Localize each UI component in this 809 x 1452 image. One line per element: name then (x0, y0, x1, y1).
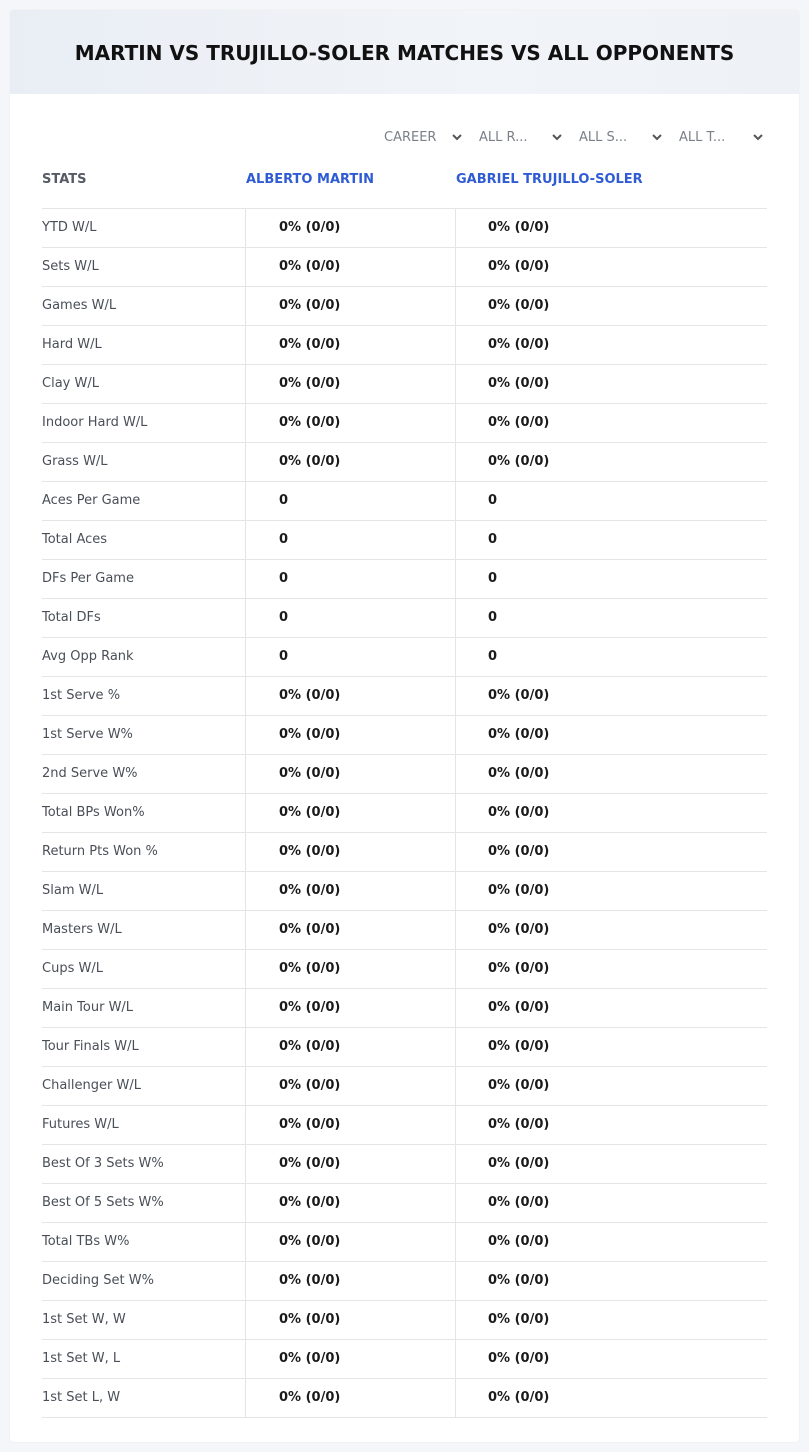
player2-stat-value: 0% (0/0) (455, 365, 767, 403)
stat-label: Clay W/L (42, 376, 99, 391)
round-filter-dropdown[interactable] (479, 126, 564, 148)
player2-stat-value: 0% (0/0) (455, 1184, 767, 1222)
player1-stat-value: 0% (0/0) (245, 794, 455, 832)
player1-stat-value: 0 (245, 482, 455, 520)
table-row (42, 677, 767, 716)
stats-table (42, 208, 767, 1418)
table-row (42, 950, 767, 989)
stat-label: Best Of 5 Sets W% (42, 1195, 164, 1210)
table-row (42, 1106, 767, 1145)
stats-table-header (42, 170, 767, 208)
stat-label: 1st Serve % (42, 688, 121, 703)
stat-label: DFs Per Game (42, 571, 134, 586)
stat-label: Cups W/L (42, 961, 103, 976)
player2-stat-value: 0% (0/0) (455, 833, 767, 871)
player1-stat-value: 0% (0/0) (245, 1106, 455, 1144)
player2-name-link[interactable]: GABRIEL TRUJILLO-SOLER (456, 172, 643, 187)
stat-label: Avg Opp Rank (42, 649, 134, 664)
player2-stat-value: 0% (0/0) (455, 755, 767, 793)
player2-stat-value: 0 (455, 521, 767, 559)
surface-filter-dropdown[interactable] (579, 126, 664, 148)
stat-label: Futures W/L (42, 1117, 119, 1132)
table-row (42, 1301, 767, 1340)
table-row (42, 443, 767, 482)
player2-stat-value: 0% (0/0) (455, 1262, 767, 1300)
career-filter-dropdown[interactable] (384, 126, 464, 148)
player2-stat-value: 0% (0/0) (455, 1106, 767, 1144)
table-row (42, 833, 767, 872)
player1-stat-value: 0% (0/0) (245, 755, 455, 793)
stat-label: Slam W/L (42, 883, 104, 898)
player1-stat-value: 0% (0/0) (245, 833, 455, 871)
table-row (42, 1223, 767, 1262)
player2-stat-value: 0% (0/0) (455, 911, 767, 949)
table-row (42, 794, 767, 833)
table-row (42, 209, 767, 248)
player1-stat-value: 0% (0/0) (245, 1340, 455, 1378)
player1-stat-value: 0% (0/0) (245, 872, 455, 910)
table-row (42, 911, 767, 950)
table-row (42, 1184, 767, 1223)
player2-stat-value: 0% (0/0) (455, 989, 767, 1027)
player2-stat-value: 0% (0/0) (455, 287, 767, 325)
stat-label: Total TBs W% (42, 1234, 130, 1249)
player1-stat-value: 0% (0/0) (245, 1379, 455, 1417)
player2-stat-value: 0% (0/0) (455, 1223, 767, 1261)
table-row (42, 716, 767, 755)
player2-stat-value: 0% (0/0) (455, 1340, 767, 1378)
chevron-down-icon (550, 130, 564, 144)
player2-stat-value: 0% (0/0) (455, 677, 767, 715)
table-row (42, 1340, 767, 1379)
table-row (42, 599, 767, 638)
filter-label: ALL R... (479, 129, 528, 145)
table-row (42, 404, 767, 443)
stat-label: Aces Per Game (42, 493, 141, 508)
player2-stat-value: 0% (0/0) (455, 404, 767, 442)
table-row (42, 521, 767, 560)
player2-stat-value: 0 (455, 599, 767, 637)
player1-stat-value: 0% (0/0) (245, 326, 455, 364)
player1-stat-value: 0% (0/0) (245, 404, 455, 442)
table-row (42, 365, 767, 404)
filter-label: ALL S... (579, 129, 628, 145)
stats-column-header: STATS (42, 172, 87, 187)
player1-stat-value: 0% (0/0) (245, 443, 455, 481)
stat-label: 2nd Serve W% (42, 766, 138, 781)
player1-stat-value: 0% (0/0) (245, 716, 455, 754)
table-row (42, 1379, 767, 1418)
stat-label: Grass W/L (42, 454, 108, 469)
stat-label: 1st Set W, W (42, 1312, 126, 1327)
player2-stat-value: 0% (0/0) (455, 950, 767, 988)
player2-stat-value: 0 (455, 638, 767, 676)
player1-stat-value: 0 (245, 638, 455, 676)
player1-stat-value: 0% (0/0) (245, 1028, 455, 1066)
page-title: MARTIN VS TRUJILLO-SOLER MATCHES VS ALL OPPONENTS (74, 40, 735, 65)
table-row (42, 326, 767, 365)
table-row (42, 755, 767, 794)
stat-label: Return Pts Won % (42, 844, 158, 859)
player2-stat-value: 0% (0/0) (455, 1067, 767, 1105)
player2-stat-value: 0% (0/0) (455, 1145, 767, 1183)
stat-label: Sets W/L (42, 259, 99, 274)
stat-label: Total Aces (42, 532, 108, 547)
table-row (42, 287, 767, 326)
stat-label: 1st Set W, L (42, 1351, 121, 1366)
player1-name-link[interactable]: ALBERTO MARTIN (246, 172, 375, 187)
stat-label: Main Tour W/L (42, 1000, 134, 1015)
player1-stat-value: 0% (0/0) (245, 1184, 455, 1222)
player1-stat-value: 0% (0/0) (245, 248, 455, 286)
stat-label: Hard W/L (42, 337, 102, 352)
player1-stat-value: 0% (0/0) (245, 1067, 455, 1105)
player1-stat-value: 0 (245, 599, 455, 637)
player1-stat-value: 0% (0/0) (245, 1301, 455, 1339)
chevron-down-icon (650, 130, 664, 144)
table-row (42, 1145, 767, 1184)
player1-stat-value: 0% (0/0) (245, 1145, 455, 1183)
table-row (42, 989, 767, 1028)
stat-label: Deciding Set W% (42, 1273, 154, 1288)
table-row (42, 638, 767, 677)
player1-stat-value: 0% (0/0) (245, 209, 455, 247)
player1-stat-value: 0% (0/0) (245, 365, 455, 403)
stat-label: 1st Serve W% (42, 727, 133, 742)
player2-stat-value: 0% (0/0) (455, 872, 767, 910)
chevron-down-icon (450, 130, 464, 144)
stat-label: Total DFs (42, 610, 101, 625)
player1-stat-value: 0% (0/0) (245, 1223, 455, 1261)
player2-stat-value: 0% (0/0) (455, 794, 767, 832)
stat-label: Games W/L (42, 298, 117, 313)
stat-label: Best Of 3 Sets W% (42, 1156, 164, 1171)
filter-label: CAREER (384, 129, 437, 145)
stat-label: Masters W/L (42, 922, 122, 937)
filter-label: ALL T... (679, 129, 726, 145)
stat-label: Indoor Hard W/L (42, 415, 148, 430)
stat-label: Tour Finals W/L (42, 1039, 139, 1054)
table-row (42, 248, 767, 287)
stat-label: Challenger W/L (42, 1078, 141, 1093)
player1-stat-value: 0% (0/0) (245, 911, 455, 949)
stat-label: Total BPs Won% (42, 805, 145, 820)
filter-bar (10, 126, 799, 148)
table-row (42, 1028, 767, 1067)
tournament-filter-dropdown[interactable] (679, 126, 765, 148)
player2-stat-value: 0% (0/0) (455, 248, 767, 286)
player2-stat-value: 0% (0/0) (455, 716, 767, 754)
stat-label: 1st Set L, W (42, 1390, 121, 1405)
stat-label: YTD W/L (42, 220, 97, 235)
table-row (42, 1262, 767, 1301)
player2-stat-value: 0% (0/0) (455, 1028, 767, 1066)
chevron-down-icon (751, 130, 765, 144)
player1-stat-value: 0 (245, 521, 455, 559)
player2-stat-value: 0% (0/0) (455, 209, 767, 247)
player1-stat-value: 0% (0/0) (245, 1262, 455, 1300)
player2-stat-value: 0 (455, 482, 767, 520)
table-row (42, 1067, 767, 1106)
player2-stat-value: 0% (0/0) (455, 326, 767, 364)
table-row (42, 482, 767, 521)
table-row (42, 560, 767, 599)
player1-stat-value: 0% (0/0) (245, 989, 455, 1027)
player2-stat-value: 0% (0/0) (455, 443, 767, 481)
table-row (42, 872, 767, 911)
player1-stat-value: 0% (0/0) (245, 287, 455, 325)
player1-stat-value: 0% (0/0) (245, 677, 455, 715)
player2-stat-value: 0% (0/0) (455, 1301, 767, 1339)
player1-stat-value: 0 (245, 560, 455, 598)
player2-stat-value: 0% (0/0) (455, 1379, 767, 1417)
card-header (10, 10, 799, 94)
comparison-card (10, 10, 799, 1442)
player1-stat-value: 0% (0/0) (245, 950, 455, 988)
player2-stat-value: 0 (455, 560, 767, 598)
